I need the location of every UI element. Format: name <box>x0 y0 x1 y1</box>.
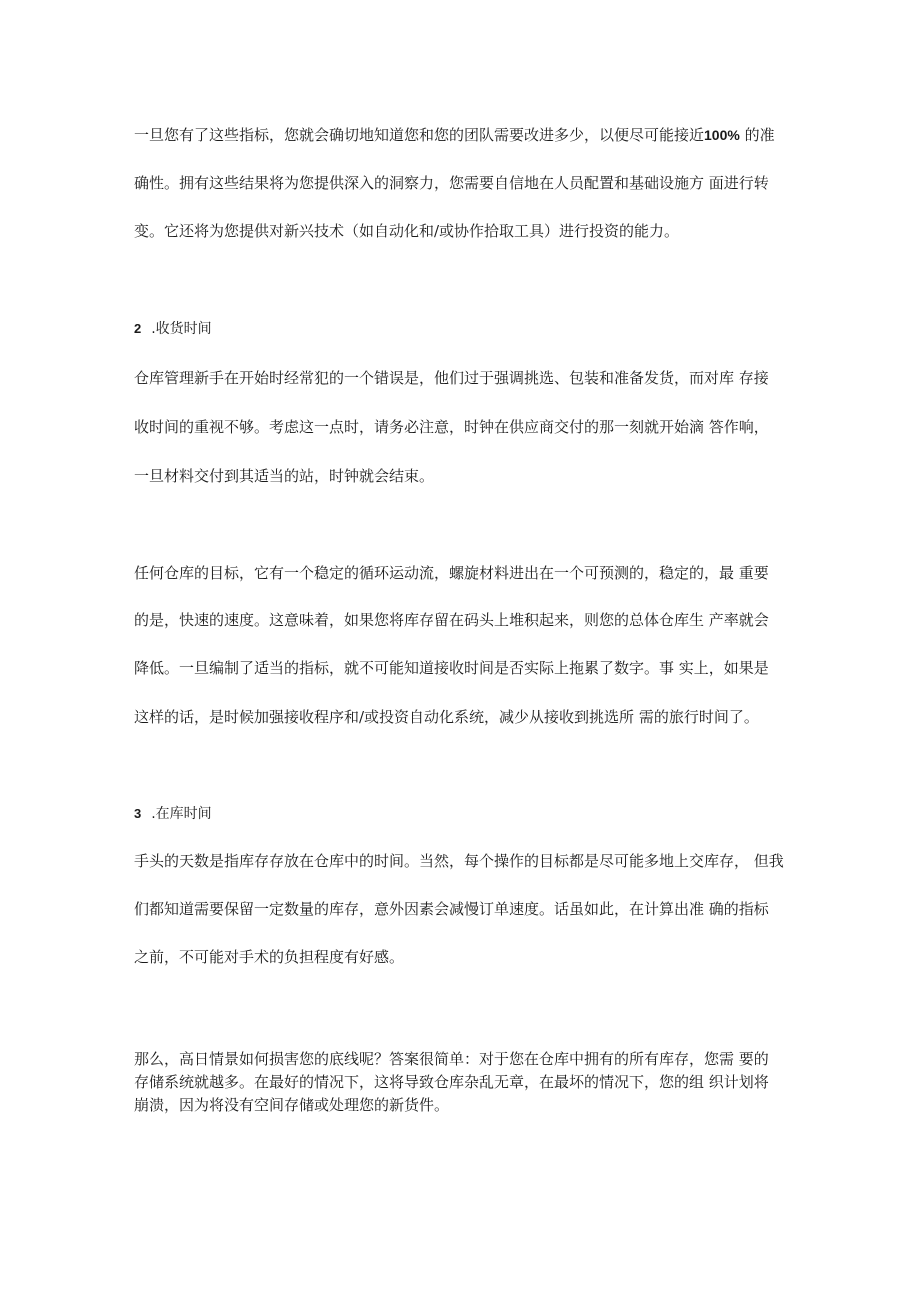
section-2-p2-line-2: 的是，快速的速度。这意味着，如果您将库存留在码头上堆积起来，则您的总体仓库生 产率就会 <box>134 611 769 629</box>
percent-value: 100% <box>704 127 740 143</box>
section-2-heading <box>134 320 212 338</box>
section-3-p2-line-1: 那么，高日情景如何损害您的底线呢？答案很简单：对于您在仓库中拥有的所有库存，您需 要的 <box>134 1050 769 1068</box>
intro-line-1-text: 一旦您有了这些指标，您就会确切地知道您和您的团队需要改进多少，以便尽可能接近 <box>134 126 705 144</box>
section-3-p2-line-3: 崩溃，因为将没有空间存储或处理您的新货件。 <box>134 1096 450 1114</box>
section-3-p1-line-2: 们都知道需要保留一定数量的库存，意外因素会减慢订单速度。话虽如此，在计算出准 确的指标 <box>134 900 769 918</box>
section-3-p1-line-1: 手头的天数是指库存存放在仓库中的时间。当然，每个操作的目标都是尽可能多地上交库存， 但我 <box>134 852 784 870</box>
section-2-p1-line-3: 一旦材料交付到其适当的站，时钟就会结束。 <box>134 467 435 485</box>
section-3-title: .在库时间 <box>151 806 212 822</box>
section-2-p1-line-2: 收时间的重视不够。考虑这一点时，请务必注意，时钟在供应商交付的那一刻就开始滴 答作响， <box>134 418 769 436</box>
section-2-p2-line-1: 任何仓库的目标，它有一个稳定的循环运动流，螺旋材料进出在一个可预测的，稳定的，最 重要 <box>134 564 769 582</box>
section-2-title: .收货时间 <box>151 321 212 337</box>
intro-line-2: 确性。拥有这些结果将为您提供深入的洞察力，您需要自信地在人员配置和基础设施方 面进行转 <box>134 174 769 192</box>
intro-line-1 <box>134 126 775 144</box>
section-3-number: 3 <box>134 806 142 821</box>
section-2-p2-line-3: 降低。一旦编制了适当的指标，就不可能知道接收时间是否实际上拖累了数字。事 实上，如果是 <box>134 659 769 677</box>
intro-line-3: 变。它还将为您提供对新兴技术（如自动化和/或协作拾取工具）进行投资的能力。 <box>134 222 680 240</box>
section-3-heading <box>134 805 212 823</box>
section-2-p1-line-1: 仓库管理新手在开始时经常犯的一个错误是，他们过于强调挑选、包装和准备发货，而对库 存接 <box>134 369 769 387</box>
intro-line-1-tail: 的准 <box>739 126 775 144</box>
section-3-p1-line-3: 之前，不可能对手术的负担程度有好感。 <box>134 948 405 966</box>
section-2-p2-line-4: 这样的话，是时候加强接收程序和/或投资自动化系统，减少从接收到挑选所 需的旅行时间了。 <box>134 708 759 726</box>
section-3-p2-line-2: 存储系统就越多。在最好的情况下，这将导致仓库杂乱无章，在最坏的情况下，您的组 织计划将 <box>134 1073 769 1091</box>
section-2-number: 2 <box>134 321 142 336</box>
